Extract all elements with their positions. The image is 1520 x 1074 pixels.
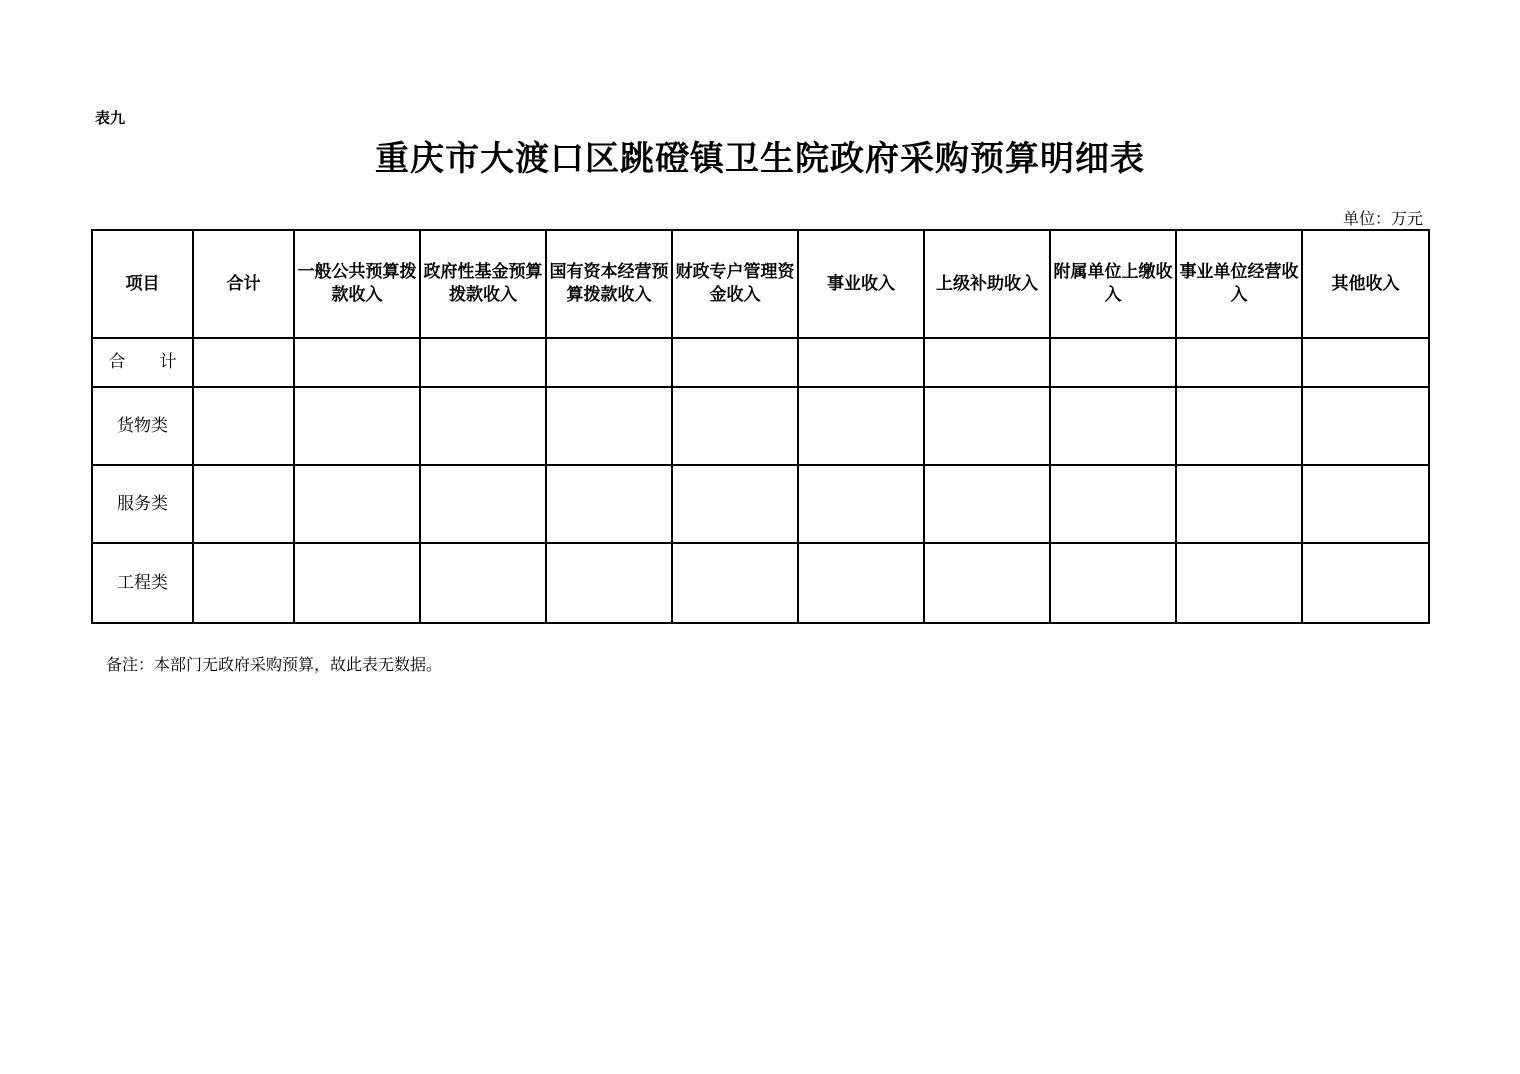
- table-row: [92, 387, 1429, 465]
- header-cell: 合计: [193, 230, 294, 338]
- table-cell: [924, 465, 1050, 543]
- table-cell: [1050, 465, 1176, 543]
- table-cell: [1050, 543, 1176, 623]
- table-cell: [193, 387, 294, 465]
- row-label-works: 工程类: [92, 543, 193, 623]
- table-cell: [546, 543, 672, 623]
- table-row: [92, 465, 1429, 543]
- header-cell: 事业收入: [798, 230, 924, 338]
- table-number-label: 表九: [95, 109, 126, 127]
- table-cell: [546, 387, 672, 465]
- table-cell: [798, 465, 924, 543]
- table-cell: [1302, 465, 1429, 543]
- table-cell: [420, 338, 546, 387]
- table-row: [92, 338, 1429, 387]
- header-cell: 财政专户管理资金收入: [672, 230, 798, 338]
- table-cell: [798, 338, 924, 387]
- table-cell: [420, 543, 546, 623]
- table-cell: [193, 543, 294, 623]
- table-cell: [1176, 387, 1302, 465]
- table-cell: [546, 338, 672, 387]
- table-cell: [1050, 338, 1176, 387]
- header-cell: 其他收入: [1302, 230, 1429, 338]
- table-cell: [1302, 543, 1429, 623]
- table-cell: [420, 465, 546, 543]
- table-cell: [1050, 387, 1176, 465]
- table-cell: [672, 387, 798, 465]
- table-cell: [798, 543, 924, 623]
- table-cell: [294, 465, 420, 543]
- table-cell: [294, 387, 420, 465]
- table-cell: [924, 338, 1050, 387]
- table-cell: [546, 465, 672, 543]
- page-title: 重庆市大渡口区跳磴镇卫生院政府采购预算明细表: [375, 139, 1145, 179]
- table-header-row: [92, 230, 1429, 338]
- header-cell: 一般公共预算拨款收入: [294, 230, 420, 338]
- header-cell: 事业单位经营收入: [1176, 230, 1302, 338]
- table-cell: [1176, 465, 1302, 543]
- table-cell: [294, 338, 420, 387]
- header-cell: 项目: [92, 230, 193, 338]
- table-cell: [1302, 338, 1429, 387]
- header-cell: 上级补助收入: [924, 230, 1050, 338]
- table-cell: [924, 387, 1050, 465]
- row-label-goods: 货物类: [92, 387, 193, 465]
- table-cell: [1176, 543, 1302, 623]
- header-cell: 国有资本经营预算拨款收入: [546, 230, 672, 338]
- procurement-budget-table: [91, 229, 1430, 624]
- table-cell: [1302, 387, 1429, 465]
- row-label-services: 服务类: [92, 465, 193, 543]
- table-cell: [420, 387, 546, 465]
- header-cell: 附属单位上缴收入: [1050, 230, 1176, 338]
- row-label-total: 合 计: [92, 338, 193, 387]
- table-cell: [193, 338, 294, 387]
- table-cell: [1176, 338, 1302, 387]
- table-row: [92, 543, 1429, 623]
- table-cell: [294, 543, 420, 623]
- table-cell: [924, 543, 1050, 623]
- table-cell: [672, 543, 798, 623]
- table-cell: [672, 465, 798, 543]
- header-cell: 政府性基金预算拨款收入: [420, 230, 546, 338]
- table-cell: [798, 387, 924, 465]
- table-cell: [672, 338, 798, 387]
- table-cell: [193, 465, 294, 543]
- unit-label: 单位：万元: [1342, 209, 1423, 228]
- footnote: 备注：本部门无政府采购预算，故此表无数据。: [106, 655, 443, 674]
